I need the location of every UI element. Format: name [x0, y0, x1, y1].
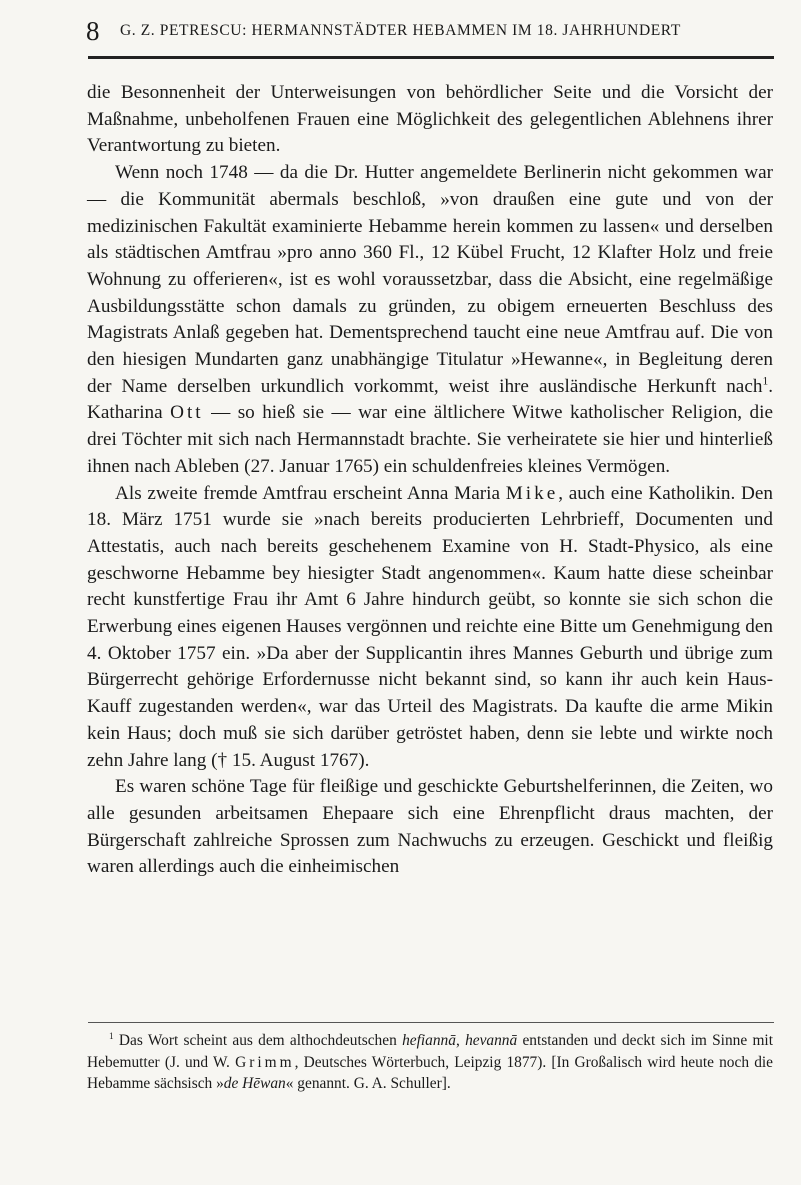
paragraph-2-text-b: . Katharina	[87, 375, 773, 424]
footnote-text-e: « genannt. G. A. Schuller].	[285, 1075, 451, 1092]
footnote-term-1: hefiannā	[402, 1032, 456, 1049]
footnote-text-d: , Deutsches Wörterbuch, Leipzig 1877). [In Großalisch wird heute noch die Hebamme sächsisch »	[87, 1053, 773, 1092]
footnote-text-a: Das Wort scheint aus dem althochdeutschen	[113, 1032, 403, 1049]
running-head-title: G. Z. PETRESCU: HERMANNSTÄDTER HEBAMMEN IM 18. JAHRHUNDERT	[120, 22, 681, 39]
footnote-marker: 1	[109, 1030, 114, 1041]
paragraph-3	[87, 481, 773, 775]
header-rule	[88, 56, 774, 59]
footnote-term-3: de Hēwan	[223, 1075, 286, 1092]
footnote	[87, 1030, 773, 1095]
paragraph-2-text-c: — so hieß sie — war eine ältlichere Witwe katholischer Religion, die drei Töchter mit sich nach Hermannstadt brachte. Sie verheiratete sie hier und hinterließ ihnen nach Ableben (27. Januar 1765) ein schuldenfreies kleines Vermögen.	[87, 402, 773, 477]
footnote-reference[interactable]: 1	[762, 375, 769, 388]
running-header	[0, 16, 801, 56]
paragraph-3-text-b: , auch eine Katholikin. Den 18. März 1751 wurde sie »nach bereits producierten Lehrbrieff, Documenten und Attestatis, auch nach bereits geschehenem Examine von H. Stadt-Physico, als eine geschworne Hebamme bey hiesigter Stadt angenommen«. Kaum hatte diese scheinbar recht kunstfertige Frau ihr Amt 6 Jahre hindurch geübt, so konnte sie sich schon die Erwerbung eines eigenen Hauses vergönnen und reichte eine Bitte um Genehmigung den 4. Oktober 1757 ein. »Da aber der Supplicantin ihres Mannes Geburth und übrige zum Bürgerrecht gehörige Erfordernusse nicht bekannt sind, so kann ihr auch kein Haus-Kauff zugestanden werden«, war das Urteil des Magistrats. Da kaufte die arme Mikin kein Haus; doch muß sie sich darüber getröstet haben, denn sie lebte und wirkte noch zehn Jahre lang († 15. August 1767).	[87, 482, 773, 771]
paragraph-3-text-a: Als zweite fremde Amtfrau erscheint Anna Maria	[115, 482, 506, 504]
name-ott: Ott	[170, 402, 204, 424]
paragraph-4: Es waren schöne Tage für fleißige und geschickte Geburtshelferinnen, die Zeiten, wo alle gesunden arbeitsamen Ehepaare sich eine Ehrenpflicht draus machten, der Bürgerschaft zahlreiche Sprossen zum Nachwuchs zu erzeugen. Geschickt und fleißig waren allerdings auch die einheimischen	[87, 776, 773, 878]
footnote-text-c: entstanden und deckt sich im Sinne mit Hebemutter (J. und W.	[87, 1032, 773, 1071]
name-mike: Mike	[505, 482, 559, 504]
paragraph-2-text-a: Wenn noch 1748 — da die Dr. Hutter angemeldete Berlinerin nicht gekommen war — die Kommunität abermals beschloß, »von draußen eine gute und von der medizinischen Fakultät examinierte Hebamme herein kommen zu lassen« und derselben als städtischen Amtfrau »pro anno 360 Fl., 12 Kübel Frucht, 12 Klafter Holz und freie Wohnung zu offerieren«, ist es wohl voraussetzbar, dass die Absicht, eine regelmäßige Ausbildungsstätte schon damals zu gründen, zu obigem erneuerten Beschluss des Magistrats Anlaß gegeben hat. Dementsprechend taucht eine neue Amtfrau auf. Die von den hiesigen Mundarten ganz unabhängige Titulatur »Hewanne«, in Begleitung deren der Name derselben urkundlich vorkommt, weist ihre ausländische Herkunft nach	[87, 162, 773, 397]
footnote-term-2: hevannā	[465, 1032, 518, 1049]
paragraph-1: die Besonnenheit der Unterweisungen von behördlicher Seite und die Vorsicht der Maßnahme, unbeholfenen Frauen eine Möglichkeit des gelegentlichen Ablehnens ihrer Verantwortung zu bieten.	[87, 82, 773, 157]
main-text	[87, 80, 773, 881]
footnote-name-grimm: Grimm	[235, 1053, 295, 1071]
footnote-text-b: ,	[455, 1032, 466, 1049]
page-number: 8	[86, 16, 100, 46]
paragraph-2	[87, 160, 773, 480]
footnote-rule	[88, 1022, 774, 1023]
footnote-paragraph	[87, 1030, 773, 1095]
